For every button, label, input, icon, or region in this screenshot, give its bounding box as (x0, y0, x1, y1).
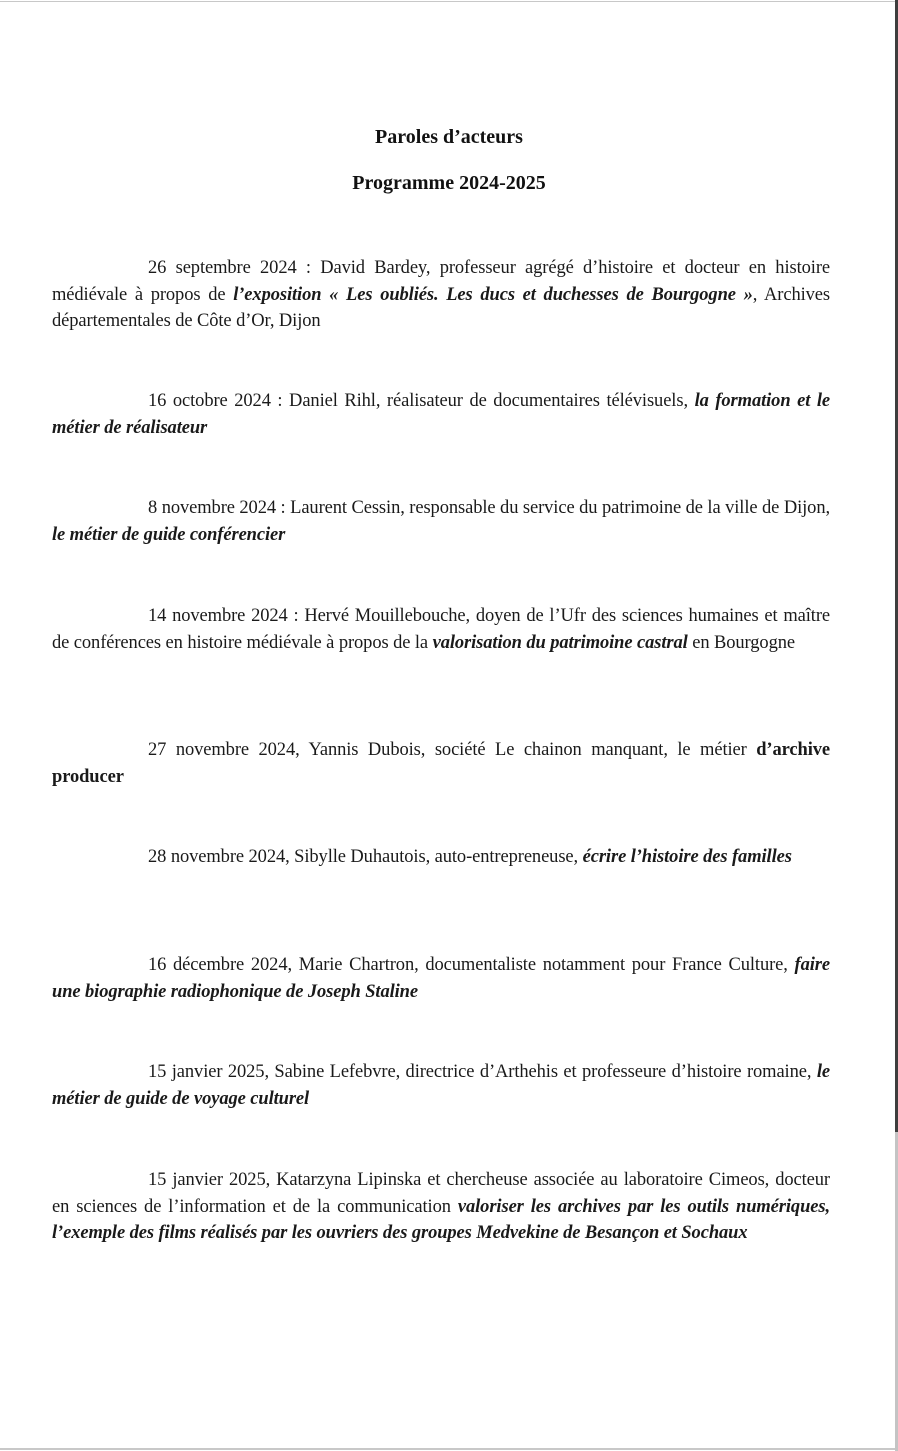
entry-topic: le métier de guide conférencier (52, 524, 286, 545)
entry-topic: d’archive producer (52, 740, 830, 787)
entry-text: 16 octobre 2024 : Daniel Rihl, réalisateur de documentaires télévisuels, (148, 391, 695, 411)
document-subtitle: Programme 2024-2025 (352, 172, 546, 194)
entry-text: 27 novembre 2024, Yannis Dubois, société Le chainon manquant, le métier (148, 740, 757, 760)
document-title: Paroles d’acteurs (375, 126, 523, 148)
entry-topic: la formation et le métier de réalisateur (52, 391, 830, 438)
entry-topic: valorisation du patrimoine castral (432, 632, 688, 653)
entry-after: en Bourgogne (687, 632, 795, 653)
document-page (0, 1, 895, 1450)
program-entry (52, 495, 830, 548)
entry-text: 26 septembre 2024 : David Bardey, professeur agrégé d’histoire et docteur en histoire médiévale à propos de (52, 258, 830, 305)
entry-text: 14 novembre 2024 : Hervé Mouillebouche, doyen de l’Ufr des sciences humaines et maître de conférences en histoire médiévale à propos de la (52, 606, 830, 653)
entry-topic: valoriser les archives par les outils numériques, l’exemple des films réalisés par les ouvriers des groupes Medvekine de Besançon et Sochaux (52, 1196, 831, 1243)
entry-topic: le métier de guide de voyage culturel (52, 1062, 830, 1109)
entry-text: 15 janvier 2025, Katarzyna Lipinska et chercheuse associée au laboratoire Cimeos, docteur en sciences de l’information et de la communication (52, 1170, 830, 1217)
entry-topic: faire une biographie radiophonique de Joseph Staline (52, 955, 830, 1002)
program-entry (52, 603, 830, 656)
entry-text: 28 novembre 2024, Sibylle Duhautois, auto-entrepreneuse, (148, 847, 583, 867)
program-entry (52, 255, 830, 335)
program-entry (52, 1167, 830, 1247)
program-entry (52, 388, 830, 441)
program-entry (52, 1059, 830, 1112)
entry-topic: écrire l’histoire des familles (582, 847, 792, 867)
entry-text: 16 décembre 2024, Marie Chartron, documentaliste notamment pour France Culture, (148, 955, 795, 975)
entry-after: , Archives départementales de Côte d’Or, Dijon (52, 284, 830, 331)
entry-text: 8 novembre 2024 : Laurent Cessin, responsable du service du patrimoine de la ville de Dijon, (148, 498, 830, 518)
program-entry (52, 844, 830, 871)
program-entry (52, 952, 830, 1005)
entry-text: 15 janvier 2025, Sabine Lefebvre, directrice d’Arthehis et professeure d’histoire romaine, (148, 1062, 817, 1082)
entry-topic: l’exposition « Les oubliés. Les ducs et duchesses de Bourgogne » (233, 284, 753, 305)
program-entry (52, 737, 830, 790)
